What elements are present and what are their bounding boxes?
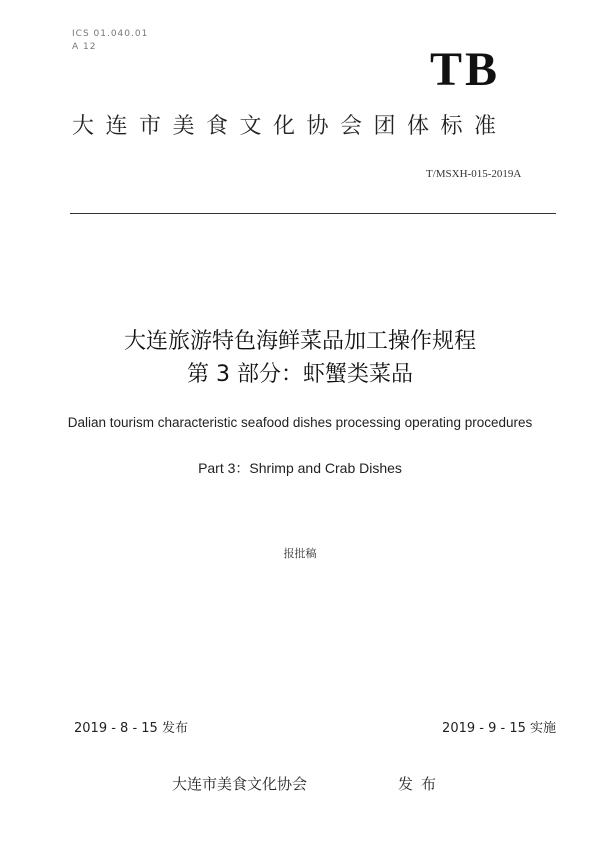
organization-standard-title: 大连市美食文化协会团体标准: [72, 114, 508, 139]
publisher-name: 大连市美食文化协会: [172, 775, 308, 793]
standard-number: T/MSXH-015-2019A: [426, 168, 522, 180]
chinese-title-line-1: 大连旅游特色海鲜菜品加工操作规程: [123, 329, 476, 354]
classification-codes: [72, 28, 148, 54]
english-part-title: Part 3：Shrimp and Crab Dishes: [198, 460, 402, 476]
chinese-title-line-2: 第 3 部分：虾蟹类菜品: [187, 362, 413, 387]
ics-code: ICS 01.040.01: [72, 29, 149, 39]
ccs-code: A 12: [72, 42, 97, 52]
english-title: Dalian tourism characteristic seafood dishes processing operating procedures: [67, 415, 533, 430]
issue-date: 2019 - 8 - 15 发布: [74, 721, 188, 736]
draft-status: 报批稿: [283, 547, 317, 560]
tb-logo: TB: [430, 43, 501, 96]
implementation-date: 2019 - 9 - 15 实施: [442, 721, 556, 736]
header-divider: [70, 213, 556, 214]
publish-label: 发布: [398, 775, 445, 793]
